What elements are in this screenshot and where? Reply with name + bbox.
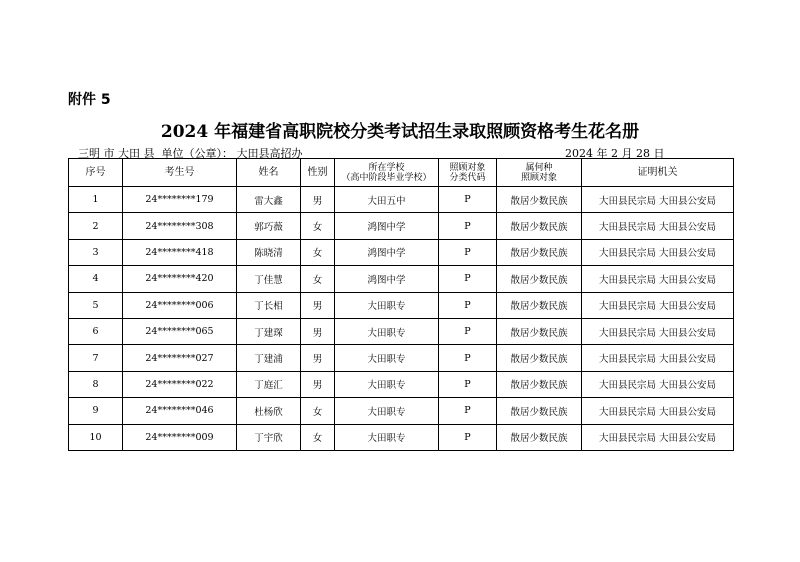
cell-name: 丁佳慧: [237, 266, 301, 292]
cell-school: 大田五中: [335, 187, 439, 213]
header-category-line2: 照顾对象: [520, 172, 557, 183]
cell-seq: 4: [69, 266, 123, 292]
cell-category: 散居少数民族: [497, 398, 582, 424]
cell-exam-no: 24********006: [123, 292, 237, 318]
cell-seq: 2: [69, 213, 123, 239]
county-suffix: 县: [143, 147, 155, 160]
cell-authority: 大田县民宗局 大田县公安局: [582, 398, 734, 424]
table-row: [69, 213, 734, 239]
cell-seq: 10: [69, 424, 123, 450]
cell-exam-no: 24********179: [123, 187, 237, 213]
cell-exam-no: 24********420: [123, 266, 237, 292]
cell-school: 大田职专: [335, 345, 439, 371]
cell-school: 鸿图中学: [335, 266, 439, 292]
table-row: [69, 187, 734, 213]
cell-seq: 1: [69, 187, 123, 213]
table-row: [69, 398, 734, 424]
cell-exam-no: 24********022: [123, 371, 237, 397]
cell-authority: 大田县民宗局 大田县公安局: [582, 292, 734, 318]
header-name: 姓名: [237, 159, 301, 187]
cell-seq: 7: [69, 345, 123, 371]
table-header-row: [69, 159, 734, 187]
table-body: [69, 187, 734, 451]
cell-authority: 大田县民宗局 大田县公安局: [582, 318, 734, 344]
unit-label: 单位（公章）：: [161, 147, 233, 160]
cell-name: 郭巧薇: [237, 213, 301, 239]
header-authority: 证明机关: [582, 159, 734, 187]
header-school-line1: 所在学校: [368, 162, 405, 173]
cell-gender: 女: [301, 398, 335, 424]
cell-seq: 8: [69, 371, 123, 397]
cell-exam-no: 24********418: [123, 239, 237, 265]
cell-category: 散居少数民族: [497, 292, 582, 318]
cell-authority: 大田县民宗局 大田县公安局: [582, 239, 734, 265]
header-seq: 序号: [69, 159, 123, 187]
cell-gender: 男: [301, 292, 335, 318]
cell-gender: 男: [301, 345, 335, 371]
document-title: 2024 年福建省高职院校分类考试招生录取照顾资格考生花名册: [160, 122, 640, 142]
cell-code: P: [439, 398, 497, 424]
month-suffix: 月: [621, 147, 633, 160]
attachment-label: 附件 5: [68, 92, 111, 108]
day-suffix: 日: [653, 147, 665, 160]
cell-gender: 女: [301, 213, 335, 239]
cell-gender: 女: [301, 239, 335, 265]
cell-code: P: [439, 345, 497, 371]
header-school: [335, 159, 439, 187]
cell-category: 散居少数民族: [497, 345, 582, 371]
table-row: [69, 239, 734, 265]
cell-code: P: [439, 213, 497, 239]
header-school-line2: （高中阶段毕业学校）: [341, 172, 432, 183]
cell-exam-no: 24********065: [123, 318, 237, 344]
cell-exam-no: 24********009: [123, 424, 237, 450]
table-row: [69, 292, 734, 318]
header-code: [439, 159, 497, 187]
cell-code: P: [439, 187, 497, 213]
cell-category: 散居少数民族: [497, 424, 582, 450]
cell-authority: 大田县民宗局 大田县公安局: [582, 266, 734, 292]
cell-category: 散居少数民族: [497, 187, 582, 213]
cell-name: 丁庭汇: [237, 371, 301, 397]
cell-gender: 男: [301, 318, 335, 344]
cell-school: 大田职专: [335, 424, 439, 450]
city-suffix: 市: [103, 147, 115, 160]
county: 大田: [118, 147, 140, 160]
cell-name: 陈晓清: [237, 239, 301, 265]
cell-school: 大田职专: [335, 398, 439, 424]
cell-code: P: [439, 318, 497, 344]
cell-category: 散居少数民族: [497, 371, 582, 397]
cell-gender: 女: [301, 424, 335, 450]
year-suffix: 年: [596, 147, 608, 160]
unit-name: 大田县高招办: [236, 147, 303, 160]
cell-authority: 大田县民宗局 大田县公安局: [582, 187, 734, 213]
cell-authority: 大田县民宗局 大田县公安局: [582, 424, 734, 450]
header-category: [497, 159, 582, 187]
header-code-line2: 分类代码: [449, 172, 486, 183]
month: 2: [611, 147, 618, 160]
cell-school: 鸿图中学: [335, 239, 439, 265]
header-category-line1: 属何种: [525, 162, 553, 173]
table-row: [69, 266, 734, 292]
cell-code: P: [439, 292, 497, 318]
table-row: [69, 371, 734, 397]
cell-name: 杜杨欣: [237, 398, 301, 424]
cell-seq: 5: [69, 292, 123, 318]
cell-exam-no: 24********027: [123, 345, 237, 371]
cell-gender: 男: [301, 371, 335, 397]
cell-authority: 大田县民宗局 大田县公安局: [582, 371, 734, 397]
cell-school: 大田职专: [335, 371, 439, 397]
header-exam-no: 考生号: [123, 159, 237, 187]
cell-code: P: [439, 424, 497, 450]
cell-authority: 大田县民宗局 大田县公安局: [582, 213, 734, 239]
cell-category: 散居少数民族: [497, 266, 582, 292]
cell-code: P: [439, 371, 497, 397]
cell-authority: 大田县民宗局 大田县公安局: [582, 345, 734, 371]
cell-code: P: [439, 239, 497, 265]
cell-school: 大田职专: [335, 318, 439, 344]
cell-exam-no: 24********046: [123, 398, 237, 424]
header-code-line1: 照顾对象: [449, 162, 486, 173]
cell-category: 散居少数民族: [497, 318, 582, 344]
cell-name: 丁宇欣: [237, 424, 301, 450]
cell-name: 丁长相: [237, 292, 301, 318]
table-row: [69, 345, 734, 371]
cell-category: 散居少数民族: [497, 213, 582, 239]
table-row: [69, 318, 734, 344]
cell-code: P: [439, 266, 497, 292]
cell-category: 散居少数民族: [497, 239, 582, 265]
day: 28: [636, 147, 650, 160]
table-row: [69, 424, 734, 450]
city: 三明: [78, 147, 100, 160]
cell-name: 丁建浦: [237, 345, 301, 371]
header-gender: 性别: [301, 159, 335, 187]
cell-name: 丁建琛: [237, 318, 301, 344]
cell-seq: 6: [69, 318, 123, 344]
cell-name: 雷大鑫: [237, 187, 301, 213]
cell-gender: 女: [301, 266, 335, 292]
year: 2024: [565, 147, 593, 160]
cell-gender: 男: [301, 187, 335, 213]
cell-school: 鸿图中学: [335, 213, 439, 239]
cell-seq: 3: [69, 239, 123, 265]
cell-seq: 9: [69, 398, 123, 424]
cell-exam-no: 24********308: [123, 213, 237, 239]
roster-table: [68, 158, 734, 451]
cell-school: 大田职专: [335, 292, 439, 318]
